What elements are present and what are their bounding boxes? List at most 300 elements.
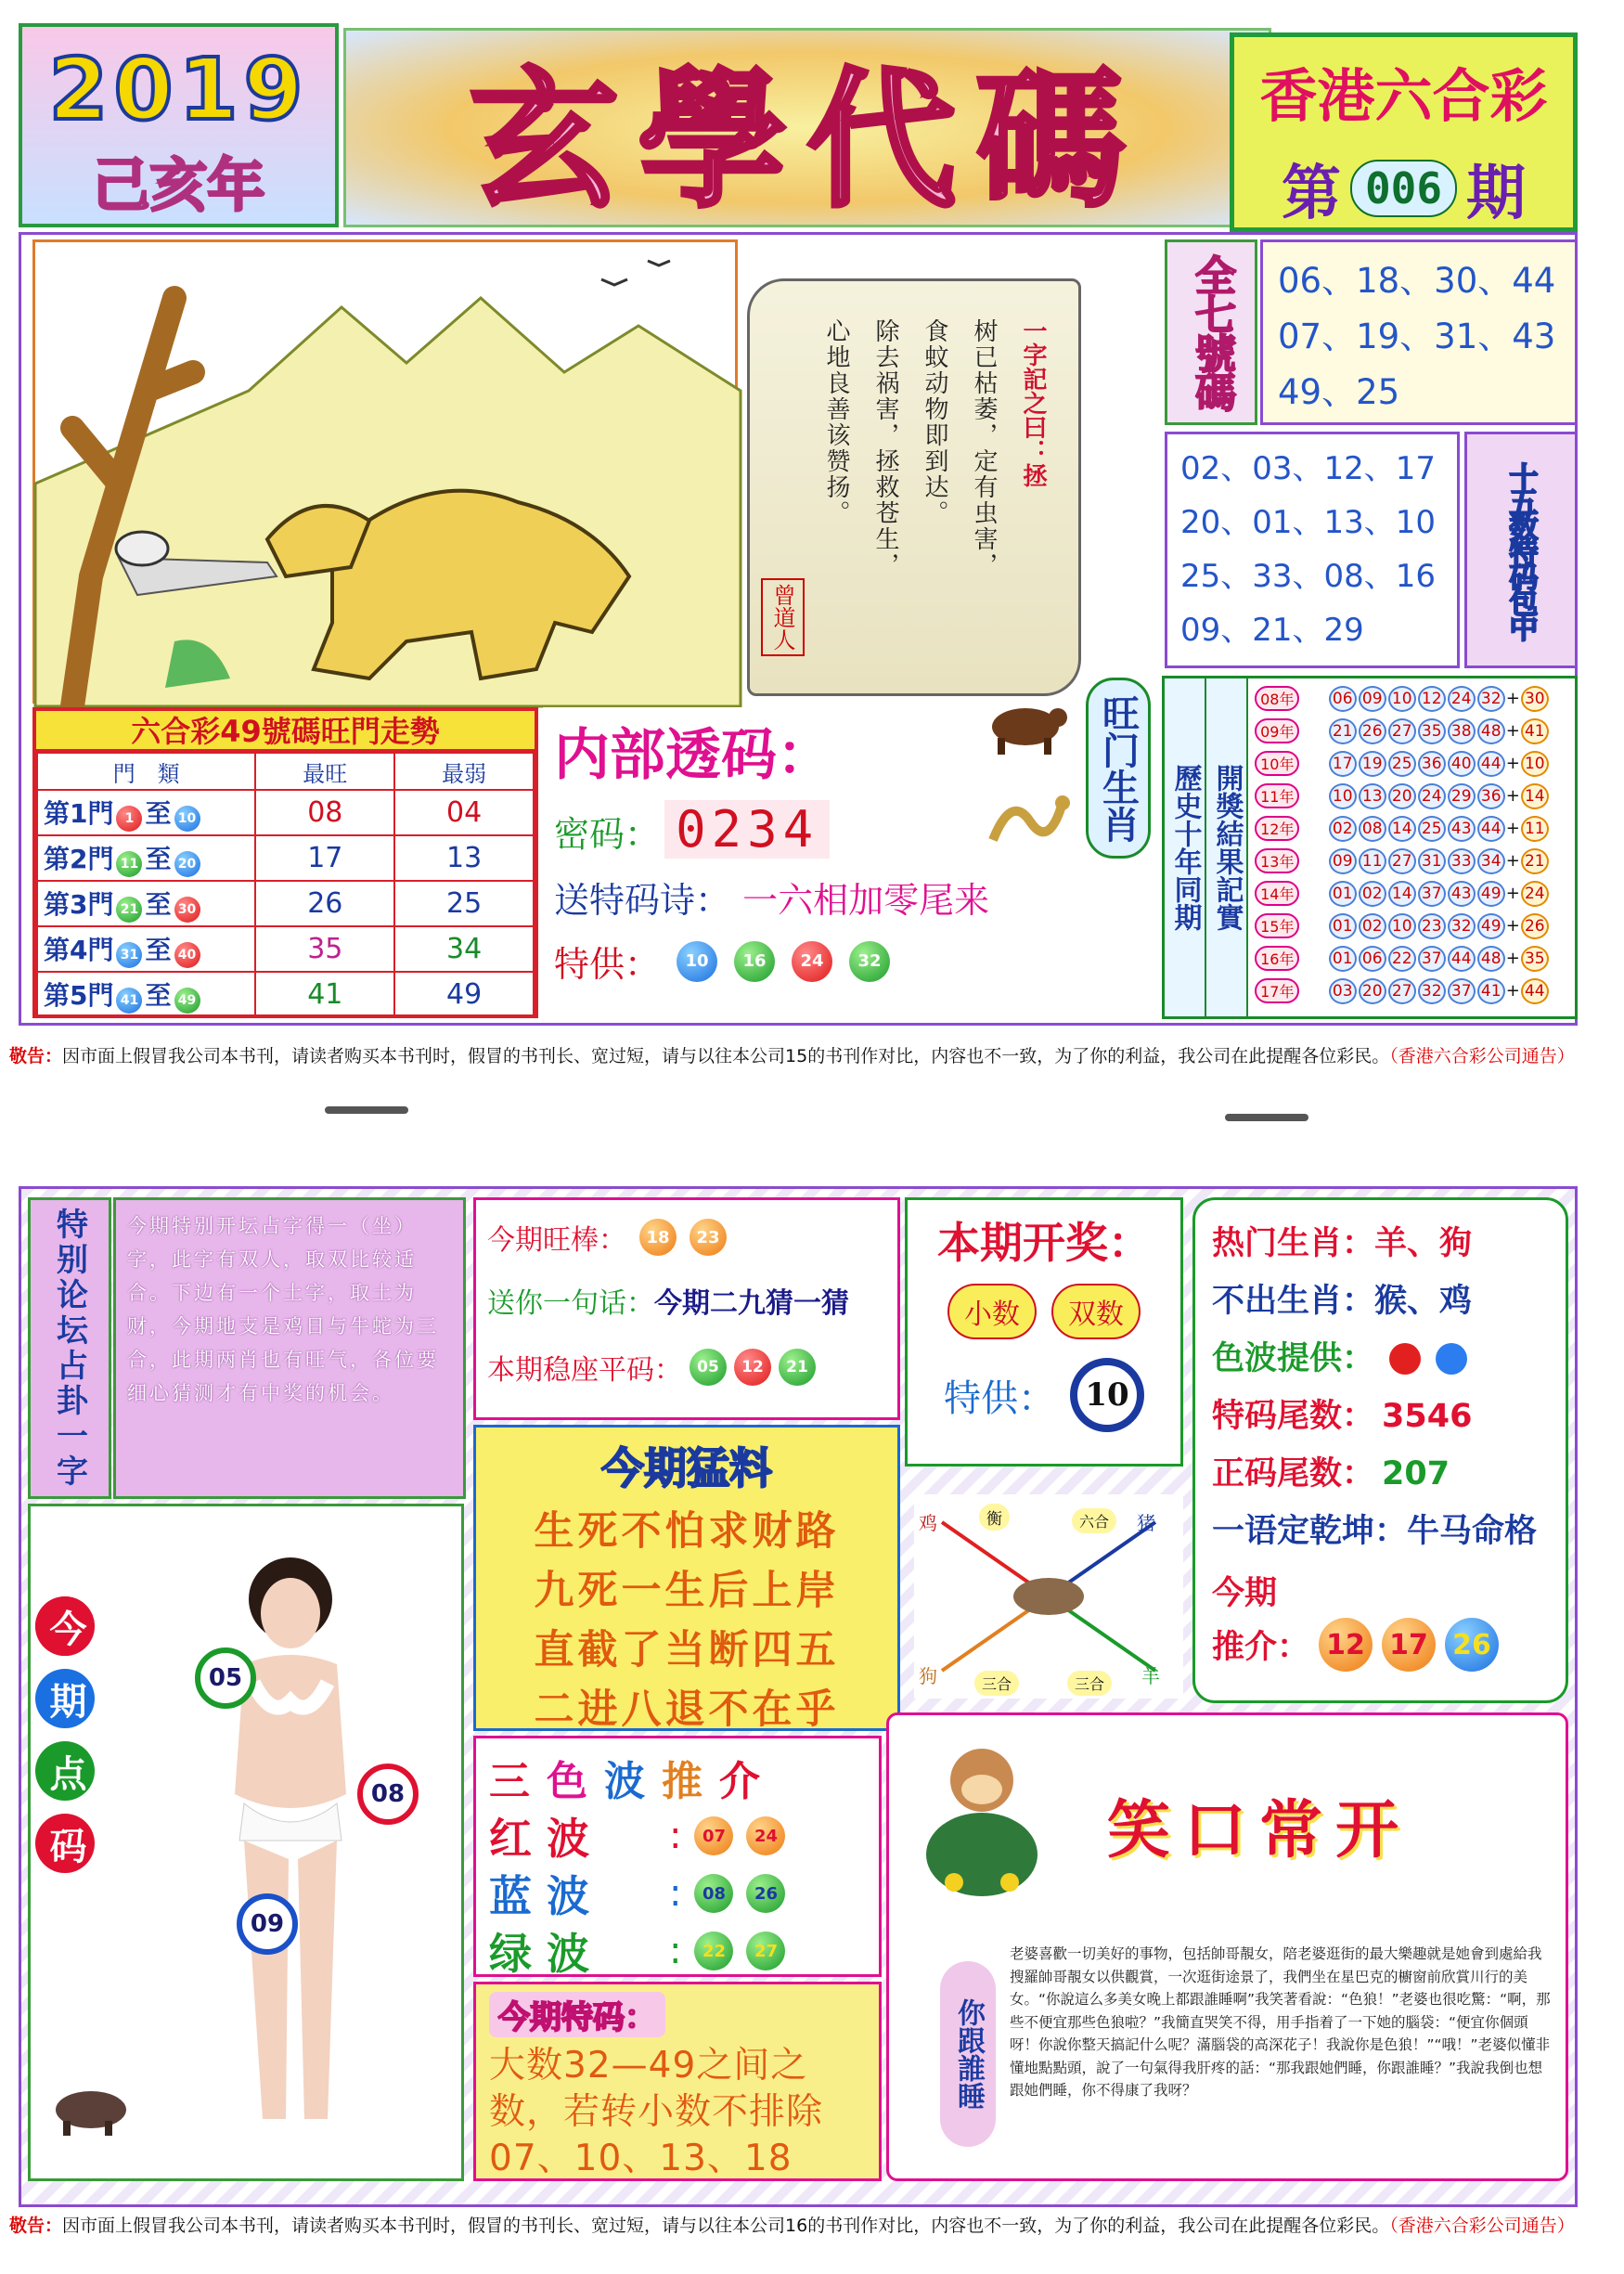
fifteen-row: 20、01、13、10 [1180,504,1437,541]
fifteen-row: 02、03、12、17 [1180,450,1437,487]
full-seven-row: 49、25 [1278,372,1400,412]
history-row [1250,845,1573,877]
history-number: 02 [1359,913,1386,939]
notice-bottom [0,2207,1624,2244]
model-figure [179,1544,402,2138]
issue-suffix: 期 [1466,160,1527,228]
history-special: 44 [1521,978,1549,1004]
sanhe-bot-right: 羊 [1141,1665,1160,1687]
history-year: 12年 [1255,816,1299,841]
history-year-cell [1250,910,1305,942]
history-numbers-cell: 03 20 27 32 37 41 + 44 [1305,975,1573,1007]
tc-title-char: 介 [719,1758,760,1805]
tc-row [489,1922,866,1980]
history-table [1250,682,1573,1007]
trend-min: 49 [394,972,534,1017]
point-ball: 05 [195,1647,256,1709]
tc-ball: 24 [746,1816,785,1855]
page-gap [0,1086,1624,1179]
history-number: 06 [1329,686,1357,712]
main-label: 正码尾数： [1212,1455,1375,1492]
trend-door-cell [37,926,255,972]
sanhe-top-mid: 衡 [979,1504,1010,1531]
joke-text: 老婆喜歡一切美好的事物，包括帥哥靚女，陪老婆逛街的最大樂趣就是她會到處給我搜羅帥哥靚女以供觀賞，一次逛街途景了，我們坐在星巴克的櫥窗前欣賞川行的美女。“你說這么多美女晚上都跟誰睡啊”我笑著看說：“色狼！”老婆也很吃驚：“啊，那些不便宜那些色狼啦？”我簡直哭笑不得，用手指着了一下她的腦袋：“便宜你個頭呀！你說你整天搞記什么呢？滿腦袋的高深花子！我說你是色狼！”“哦！”老婆似懂非懂地點點頭，說了一句氣得我肝疼的話：“那我跟她們睡，你跟誰睡？”我說我倒也想跟她們睡，你不得康了我呀？ [1010,1945,1551,2099]
history-number: 27 [1388,718,1416,744]
out-row [1212,1273,1549,1330]
history-row [1250,910,1573,942]
history-year-cell [1250,747,1305,780]
trend-from: 11 [116,851,142,877]
tc-colon: : [669,1872,682,1915]
history-number: 08 [1359,816,1386,842]
history-number: 37 [1448,978,1476,1004]
trend-min: 04 [394,790,534,835]
trend-max: 41 [255,972,394,1017]
history-number: 14 [1388,881,1416,907]
joke-side: 你跟誰睡 [952,1998,985,2110]
out-value: 猴、鸡 [1374,1283,1473,1320]
trend-table [36,752,535,1018]
wang-men-label: 旺门生肖 [1096,693,1140,843]
full-seven-row: 07、19、31、43 [1278,317,1556,356]
today-points-title: 今期点码 [44,1609,86,1899]
history-special: 26 [1521,913,1549,939]
trend-min: 13 [394,835,534,881]
history-number: 21 [1329,718,1357,744]
sanhe-bot-mid-b: 三合 [1067,1671,1112,1696]
header-brand-box [1230,32,1578,232]
inside-poem-row [554,872,1081,923]
tc-title-char: 色 [547,1758,587,1805]
full-seven-label: 全七號碼 [1188,254,1235,410]
trend-door: 第5門 [44,980,114,1011]
wang-bang-ball: 23 [690,1219,727,1256]
trend-zhi: 至 [145,935,172,965]
password-value: 0234 [664,800,830,859]
tiger-illustration [32,239,738,704]
rec-ball: 12 [1319,1618,1373,1672]
history-number: 44 [1448,946,1476,972]
trend-min: 34 [394,926,534,972]
draw-special-row [917,1358,1171,1432]
history-subtitle: 歷史十年同期 [1165,678,1206,1016]
history-number: 43 [1448,881,1476,907]
history-year-cell [1250,845,1305,877]
trend-row [37,835,534,881]
phrase-right-value: 牛马命格 [1407,1513,1538,1550]
history-numbers-cell: 01 02 14 37 43 49 + 24 [1305,877,1573,910]
history-number: 24 [1418,783,1446,809]
history-row [1250,877,1573,910]
history-number: 36 [1418,751,1446,777]
point-ball: 09 [237,1893,298,1955]
history-row [1250,942,1573,975]
header-brand: 香港六合彩 [1259,62,1548,130]
poem-line-3: 除去祸害，拯救苍生， [871,318,899,578]
full-seven-label-box [1165,239,1257,425]
history-numbers-cell: 10 13 20 24 29 36 + 14 [1305,780,1573,812]
phrase-right-label: 一语定乾坤： [1212,1513,1408,1550]
history-row [1250,715,1573,747]
flat-label: 本期稳座平码： [487,1354,682,1387]
wang-bang-label: 今期旺棒： [487,1224,626,1257]
history-number: 49 [1477,913,1505,939]
fierce-line: 二进八退不在乎 [534,1686,840,1733]
tc-colon: : [669,1815,682,1857]
history-number: 48 [1477,946,1505,972]
tc-row [489,1865,866,1922]
history-number: 23 [1418,913,1446,939]
trend-door-cell [37,972,255,1017]
trend-door: 第4門 [44,935,114,965]
history-year-cell [1250,975,1305,1007]
history-special: 35 [1521,946,1549,972]
forum-label-box [28,1197,111,1499]
main-value: 207 [1382,1455,1450,1492]
history-row [1250,780,1573,812]
history-number: 49 [1477,881,1505,907]
trend-to: 30 [174,897,200,923]
history-number: 09 [1359,686,1386,712]
special-ball: 10 [677,941,717,982]
special-ball: 24 [792,941,832,982]
history-row [1250,682,1573,715]
trend-row [37,926,534,972]
trend-row [37,972,534,1017]
inside-title: 内部透码： [554,723,832,788]
trend-max: 26 [255,881,394,926]
tc-title-char: 波 [604,1758,645,1805]
history-number: 01 [1329,946,1357,972]
rec-ball: 26 [1445,1618,1499,1672]
draw-tags [917,1284,1171,1339]
trend-row [37,881,534,926]
sanhe-top-right-b: 猪 [1137,1512,1155,1534]
poem-title: 一字記之曰：拯 [1019,318,1047,487]
history-number: 25 [1418,816,1446,842]
history-number: 10 [1329,783,1357,809]
history-special: 41 [1521,718,1549,744]
draw-special-ball: 10 [1070,1358,1144,1432]
sanhe-bot-mid-a: 三合 [974,1671,1019,1696]
header-year-sub: 己亥年 [92,151,265,219]
history-year-cell [1250,682,1305,715]
special-label: 特供： [554,944,661,985]
trend-row [37,790,534,835]
notice-org: （香港六合彩公司通告） [1389,2216,1575,2236]
tail-label: 特码尾数： [1212,1398,1375,1435]
notice-prefix: 敬告： [9,1046,63,1066]
notice-prefix: 敬告： [9,2216,63,2236]
trend-to: 10 [174,806,200,832]
trend-door-cell [37,881,255,926]
main-row [1212,1445,1549,1503]
out-label: 不出生肖： [1212,1283,1375,1320]
tail-row [1212,1388,1549,1445]
issue-prefix: 第 [1281,160,1341,228]
trend-door: 第2門 [44,844,114,874]
flat-ball: 12 [734,1349,771,1386]
history-numbers-cell: 01 02 10 23 32 49 + 26 [1305,910,1573,942]
history-number: 33 [1448,848,1476,874]
forum-text-box [113,1197,466,1499]
sanhe-top-right-a: 六合 [1072,1508,1116,1533]
history-numbers-cell: 21 26 27 35 38 48 + 41 [1305,715,1573,747]
poem-signature: 曾道人 [761,578,805,656]
forum-label: 特别论坛占卦一字 [50,1207,88,1490]
notice-org: （香港六合彩公司通告） [1389,1046,1575,1066]
hot-label: 热门生肖： [1212,1225,1375,1262]
history-year: 08年 [1255,686,1299,711]
flat-row [487,1335,886,1400]
joke-title: 笑口常开 [1107,1794,1412,1867]
phrase-row-right [1212,1503,1549,1560]
draw-tag: 双数 [1051,1284,1141,1339]
notice-top [0,1038,1624,1075]
fierce-title: 今期猛料 [601,1443,772,1493]
history-number: 34 [1477,848,1505,874]
history-year: 17年 [1255,978,1299,1003]
header-year: 2019 [48,40,309,139]
history-numbers-cell: 06 09 10 12 24 32 + 30 [1305,682,1573,715]
history-number: 37 [1418,881,1446,907]
history-row [1250,747,1573,780]
history-year: 13年 [1255,848,1299,873]
history-year-cell [1250,715,1305,747]
fifteen-row: 25、33、08、16 [1180,558,1437,595]
trend-zhi: 至 [145,798,172,829]
history-number: 02 [1359,881,1386,907]
issue-number: 006 [1350,160,1457,217]
ox-icon [984,691,1067,756]
color-dot-blue [1436,1343,1467,1375]
history-number: 27 [1388,978,1416,1004]
fierce-line: 九死一生后上岸 [534,1568,840,1614]
tc-row [489,1807,866,1865]
trend-title: 六合彩49號碼旺門走勢 [36,711,535,752]
header-title-box [343,28,1271,227]
history-number: 19 [1359,751,1386,777]
color-row [1212,1330,1549,1388]
poem-line-1: 树已枯萎，定有虫害， [970,318,998,578]
poem-value: 一六相加零尾来 [742,880,990,921]
three-colors-box [473,1736,882,1977]
monkey-figure [917,1734,1047,1901]
history-special: 10 [1521,751,1549,777]
poem-label: 送特码诗： [554,880,731,921]
tc-colon: : [669,1930,682,1972]
tc-ball: 27 [746,1932,785,1970]
trend-to: 40 [174,942,200,968]
history-special: 30 [1521,686,1549,712]
trend-door-cell [37,835,255,881]
history-number: 41 [1477,978,1505,1004]
rec-label-a: 今期 [1212,1575,1278,1612]
history-number: 25 [1388,751,1416,777]
fierce-box [473,1425,900,1731]
history-row [1250,812,1573,845]
trend-from: 21 [116,897,142,923]
history-numbers-cell: 02 08 14 25 43 44 + 11 [1305,812,1573,845]
full-seven-box [1260,239,1578,425]
special-ball: 32 [849,941,890,982]
history-row [1250,975,1573,1007]
tc-ball: 07 [694,1816,733,1855]
trend-from: 41 [116,988,142,1014]
draw-special-label: 特供： [944,1376,1055,1420]
rec-label-b: 推介： [1212,1629,1310,1666]
history-year: 11年 [1255,783,1299,808]
fifteen-row: 09、21、29 [1180,612,1364,649]
header-issue [1234,146,1573,231]
special-code-title: 今期特码： [489,1992,665,2037]
history-special: 21 [1521,848,1549,874]
history-number: 31 [1418,848,1446,874]
history-numbers-cell: 17 19 25 36 40 44 + 10 [1305,747,1573,780]
history-number: 29 [1448,783,1476,809]
forum-text: 今期特别开坛占字得一（坐）字，此字有双人，取双比较适合。下边有一个土字，取土为财，今期地支是鸡日与牛蛇为三合，此期两肖也有旺气，各位要细心猜测才有中奖的机会。 [127,1215,439,1404]
trend-table-box [32,707,538,1018]
tail-value: 3546 [1382,1398,1473,1435]
fifteen-codes-box [1165,432,1460,668]
history-year: 10年 [1255,751,1299,776]
history-title: 開獎結果記實 [1206,678,1248,1016]
phrase-row [487,1265,886,1335]
phrase-value: 今期二九猜一猜 [654,1286,849,1320]
header-year-box [19,23,339,227]
history-year: 16年 [1255,946,1299,971]
binding-mark-left [325,1106,408,1114]
history-special: 11 [1521,816,1549,842]
trend-min: 25 [394,881,534,926]
history-special: 24 [1521,881,1549,907]
color-dot-red [1389,1343,1421,1375]
trend-header: 最弱 [394,753,534,790]
special-code-text: 大数32—49之间之数，若转小数不排除07、10、13、18 [489,2045,824,2179]
history-number: 10 [1388,913,1416,939]
joke-box [886,1712,1568,2181]
trend-zhi: 至 [145,980,172,1011]
notice-text: 因市面上假冒我公司本书刊，请读者购买本书刊时，假冒的书刊长、宽过短，请与以往本公司15的书刊作对比，内容也不一致，为了你的利益，我公司在此提醒各位彩民。 [62,1046,1390,1066]
right-panel [1192,1197,1568,1703]
history-year-cell [1250,812,1305,845]
rec-ball: 17 [1382,1618,1436,1672]
wang-bang-box [473,1197,900,1420]
history-number: 10 [1388,686,1416,712]
history-number: 02 [1329,816,1357,842]
history-number: 20 [1388,783,1416,809]
history-number: 26 [1359,718,1386,744]
history-number: 40 [1448,751,1476,777]
history-number: 20 [1359,978,1386,1004]
trend-max: 35 [255,926,394,972]
wang-bang-row [487,1209,886,1265]
fifteen-label-box [1464,432,1578,668]
pig-icon [49,2082,133,2138]
trend-door: 第3門 [44,889,114,920]
phrase-label: 送你一句话： [487,1286,654,1320]
tc-ball: 26 [746,1874,785,1913]
joke-side-box [940,1961,996,2147]
history-number: 43 [1448,816,1476,842]
poem-line-4: 心地良善该赞扬。 [822,318,850,526]
binding-mark-right [1225,1114,1308,1121]
history-special: 14 [1521,783,1549,809]
draw-title: 本期开奖： [937,1218,1151,1268]
sanhe-top-left: 鸡 [919,1512,937,1534]
history-number: 24 [1448,686,1476,712]
history-number: 14 [1388,816,1416,842]
history-number: 01 [1329,913,1357,939]
hot-row [1212,1215,1549,1273]
history-numbers-cell: 01 06 22 37 44 48 + 35 [1305,942,1573,975]
history-number: 48 [1477,718,1505,744]
history-box [1162,676,1578,1019]
trend-header: 門 類 [37,753,255,790]
trend-from: 31 [116,942,142,968]
flat-ball: 05 [690,1349,727,1386]
history-number: 13 [1359,783,1386,809]
draw-box [905,1197,1183,1466]
trend-header-row [37,753,534,790]
trend-header: 最旺 [255,753,394,790]
history-number: 09 [1329,848,1357,874]
wang-bang-ball: 18 [639,1219,677,1256]
history-number: 12 [1418,686,1446,712]
special-code-box [473,1982,882,2181]
trend-max: 08 [255,790,394,835]
hot-value: 羊、狗 [1374,1225,1473,1262]
history-number: 11 [1359,848,1386,874]
history-year: 09年 [1255,718,1299,743]
rec-row [1212,1618,1549,1672]
tc-title-char: 推 [662,1758,702,1805]
history-number: 32 [1477,686,1505,712]
history-number: 03 [1329,978,1357,1004]
trend-door-cell [37,790,255,835]
history-year-cell [1250,942,1305,975]
sanhe-diagram [914,1494,1183,1699]
full-seven-row: 06、18、30、44 [1278,261,1556,301]
point-ball: 08 [357,1764,419,1825]
history-number: 01 [1329,881,1357,907]
history-year-cell [1250,780,1305,812]
history-numbers-cell: 09 11 27 31 33 34 + 21 [1305,845,1573,877]
history-year: 14年 [1255,881,1299,906]
poem-line-2: 食蚊动物即到达。 [921,318,948,526]
fifteen-label: 十五数特码包中 [1503,462,1538,638]
tc-ball: 22 [694,1932,733,1970]
flat-ball: 21 [779,1349,816,1386]
history-number: 32 [1448,913,1476,939]
history-number: 44 [1477,751,1505,777]
wang-men-box [1086,678,1151,859]
three-colors-title [489,1748,866,1807]
tc-label: 绿波 [489,1929,604,1979]
history-number: 06 [1359,946,1386,972]
history-number: 35 [1418,718,1446,744]
draw-tag: 小数 [947,1284,1037,1339]
poem-content [769,318,1050,656]
tc-title-char: 三 [489,1758,530,1805]
header-title: 玄學代碼 [469,52,1145,227]
trend-max: 17 [255,835,394,881]
history-number: 38 [1448,718,1476,744]
history-number: 22 [1388,946,1416,972]
trend-to: 49 [174,988,200,1014]
history-rows [1248,678,1575,1016]
notice-text: 因市面上假冒我公司本书刊，请读者购买本书刊时，假冒的书刊长、宽过短，请与以往本公司16的书刊作对比，内容也不一致，为了你的利益，我公司在此提醒各位彩民。 [62,2216,1390,2236]
